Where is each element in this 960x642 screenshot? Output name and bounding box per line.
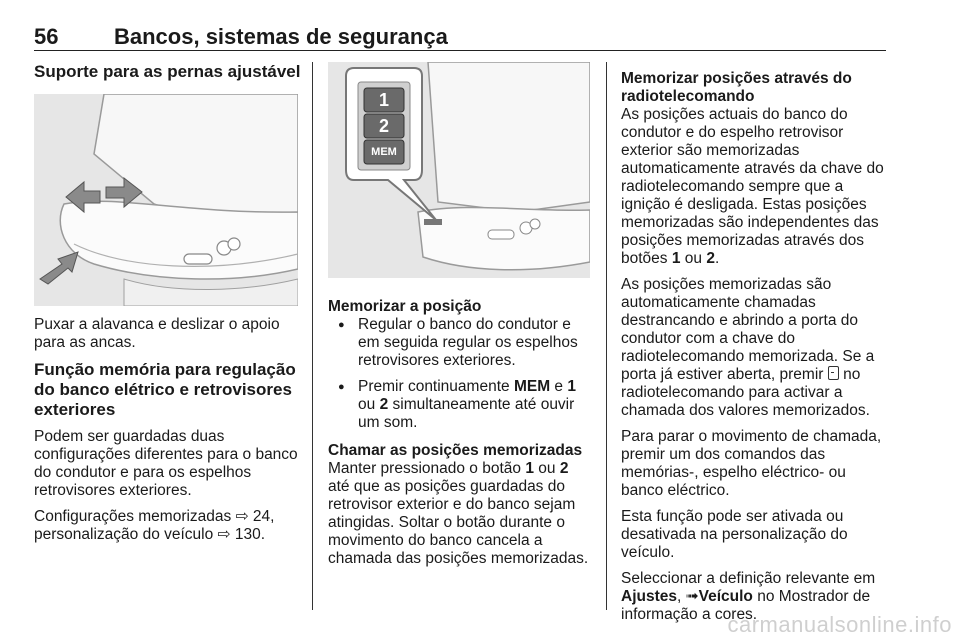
remote-paragraph-4: Esta função pode ser ativada ou desativada na personalização do veículo. bbox=[621, 508, 848, 561]
memory-function-heading: Função memória para regulação do banco elétrico e retrovisores exteriores bbox=[34, 360, 296, 419]
page-number: 56 bbox=[34, 24, 59, 49]
column-divider bbox=[606, 62, 607, 610]
memory-button-2: 2 bbox=[378, 116, 389, 136]
column-divider bbox=[312, 62, 313, 610]
column-left bbox=[34, 62, 301, 552]
figure-caption: Puxar a alavanca e deslizar o apoio para as ancas. bbox=[34, 316, 280, 351]
menu-arrow-icon: ➟ bbox=[685, 588, 699, 605]
column-right bbox=[621, 70, 887, 632]
column-middle bbox=[328, 62, 590, 576]
memory-reference-paragraph: Configurações memorizadas ⇨ 24, personalização do veículo ⇨ 130. bbox=[34, 508, 275, 543]
remote-paragraph-2: As posições memorizadas são automaticamente chamadas destrancando e abrindo a porta do condutor com a chave do radiotelecomando memorizada. Se a porta já estiver aberta, premir no radiotelecomando para activar a chamada dos valores memorizados. bbox=[621, 276, 875, 419]
chapter-title: Bancos, sistemas de segurança bbox=[114, 24, 448, 49]
remote-paragraph-3: Para parar o movimento de chamada, premir um dos comandos das memórias-, espelho eléctrico- ou banco eléctrico. bbox=[621, 428, 882, 499]
remote-paragraph-1: As posições actuais do banco do condutor e do espelho retrovisor exterior são memorizadas automaticamente através da chave do radiotelecomando sempre que a ignição é desligada. Estas posições memorizadas são independentes das posições memorizadas através dos botões 1 ou 2. bbox=[621, 106, 884, 267]
memory-button-mem: MEM bbox=[371, 146, 397, 158]
remote-paragraph-5: Seleccionar a definição relevante em Ajustes, ➟Veículo no Mostrador de informação a cores. bbox=[621, 570, 876, 623]
remote-memory-heading: Memorizar posições através do radiotelecomando bbox=[621, 70, 852, 105]
recall-paragraph: Manter pressionado o botão 1 ou 2 até que as posições guardadas do retrovisor exterior e do banco sejam atingidas. Soltar o botão durante o movimento do banco cancela a chamada das posições memorizadas. bbox=[328, 460, 589, 567]
section-title-leg-support: Suporte para as pernas ajustável bbox=[34, 62, 301, 81]
figure-memory-buttons bbox=[328, 62, 590, 278]
leg-support-illustration bbox=[34, 94, 298, 306]
page-reference-arrow-icon: ⇨ bbox=[235, 508, 249, 525]
memory-intro-paragraph: Podem ser guardadas duas configurações diferentes para o banco do condutor e para os espelhos retrovisores exteriores. bbox=[34, 428, 298, 499]
recall-positions-heading: Chamar as posições memorizadas bbox=[328, 442, 583, 459]
page-reference-arrow-icon: ⇨ bbox=[217, 526, 231, 543]
figure-leg-support bbox=[34, 94, 298, 306]
site-watermark: carmanualsonline.info bbox=[727, 612, 952, 637]
list-item: ● Premir continuamente MEM e 1 ou 2 simultaneamente até ouvir um som. bbox=[328, 378, 590, 432]
page-header bbox=[34, 24, 886, 52]
header-divider bbox=[34, 50, 886, 51]
memory-button-1: 1 bbox=[378, 90, 389, 110]
store-steps-list bbox=[328, 316, 590, 432]
store-position-heading: Memorizar a posição bbox=[328, 298, 482, 315]
door-unlock-icon bbox=[828, 366, 839, 380]
list-item: ● Regular o banco do condutor e em seguida regular os espelhos retrovisores exteriores. bbox=[328, 316, 590, 370]
